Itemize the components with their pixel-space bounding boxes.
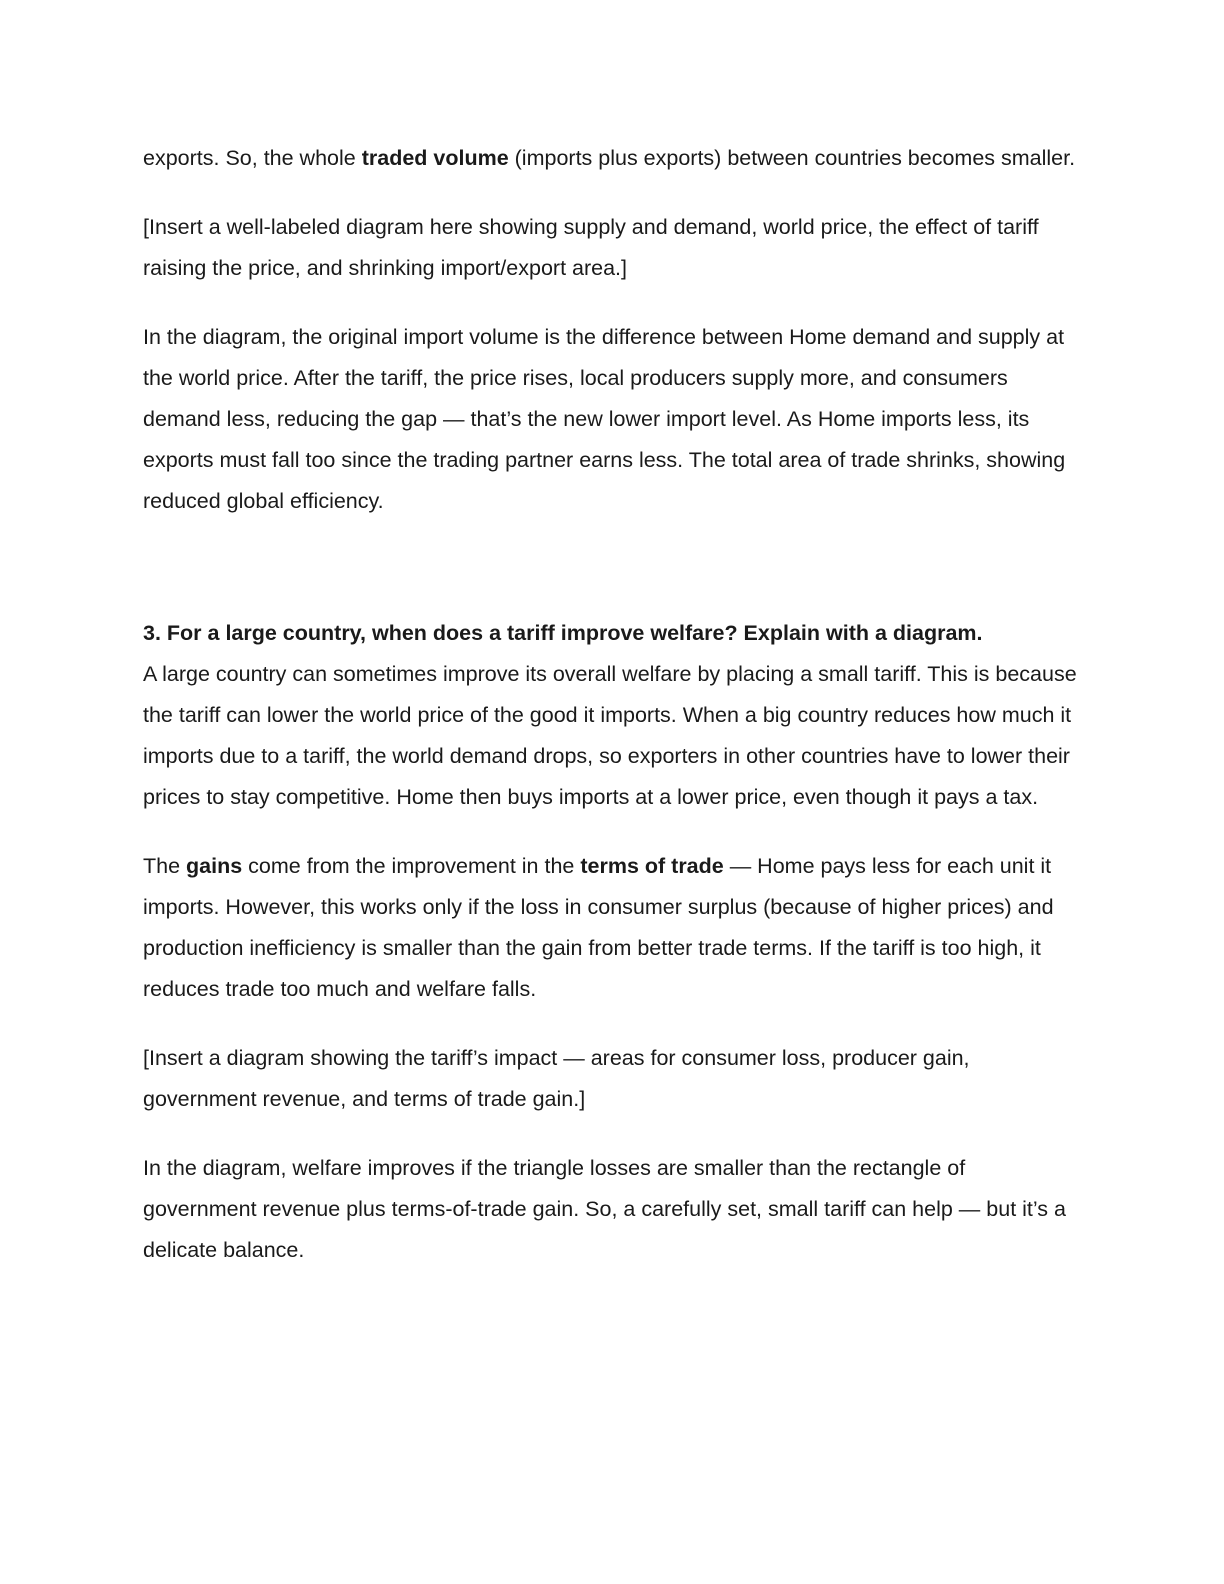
paragraph-diagram-explanation: In the diagram, the original import volume is the difference between Home demand and supply at the world price. After the tariff, the price rises, local producers supply more, and consumers demand less, reducing the gap — that’s the new lower import level. As Home imports less, its exports must fall too since the trading partner earns less. The total area of trade shrinks, showing reduced global efficiency.: [143, 325, 1066, 513]
paragraph-spacer: [143, 1010, 1083, 1038]
diagram-placeholder-1: [Insert a well-labeled diagram here showing supply and demand, world price, the effect of tariff raising the price, and shrinking import/export area.]: [143, 215, 1039, 280]
paragraph-gains: [143, 846, 1083, 1010]
bold-term: terms of trade: [580, 854, 724, 878]
paragraph-text: come from the improvement in the: [242, 854, 581, 878]
paragraph-spacer: [143, 289, 1083, 317]
question-heading-3: [143, 613, 1083, 654]
question-heading-text: 3. For a large country, when does a tariff improve welfare? Explain with a diagram.: [143, 621, 983, 645]
paragraph-conclusion: In the diagram, welfare improves if the triangle losses are smaller than the rectangle of government revenue plus terms-of-trade gain. So, a carefully set, small tariff can help — but it’s a delicate balance.: [143, 1156, 1066, 1262]
paragraph-spacer: [143, 818, 1083, 846]
diagram-placeholder-2: [Insert a diagram showing the tariff’s impact — areas for consumer loss, producer gain, government revenue, and terms of trade gain.]: [143, 1046, 970, 1111]
paragraph-text: exports. So, the whole: [143, 146, 362, 170]
paragraph-spacer: [143, 179, 1083, 207]
paragraph-text: — Home pays less for each unit it imports. However, this works only if the loss in consumer surplus (because of higher prices) and production inefficiency is smaller than the gain from better trade terms. If the tariff is too high, it reduces trade too much and welfare falls.: [143, 854, 1054, 1001]
paragraph-text: The: [143, 854, 187, 878]
paragraph-spacer: [143, 1120, 1083, 1148]
paragraph-traded-volume: [143, 138, 1083, 179]
section-spacer: [143, 522, 1083, 613]
paragraph-large-country: A large country can sometimes improve its overall welfare by placing a small tariff. This is because the tariff can lower the world price of the good it imports. When a big country reduces how much it imports due to a tariff, the world demand drops, so exporters in other countries have to lower their prices to stay competitive. Home then buys imports at a lower price, even though it pays a tax.: [143, 662, 1077, 809]
bold-term: traded volume: [361, 146, 509, 170]
bold-term: gains: [186, 854, 243, 878]
paragraph-text: (imports plus exports) between countries becomes smaller.: [508, 146, 1076, 170]
document-body: [143, 138, 1083, 1271]
